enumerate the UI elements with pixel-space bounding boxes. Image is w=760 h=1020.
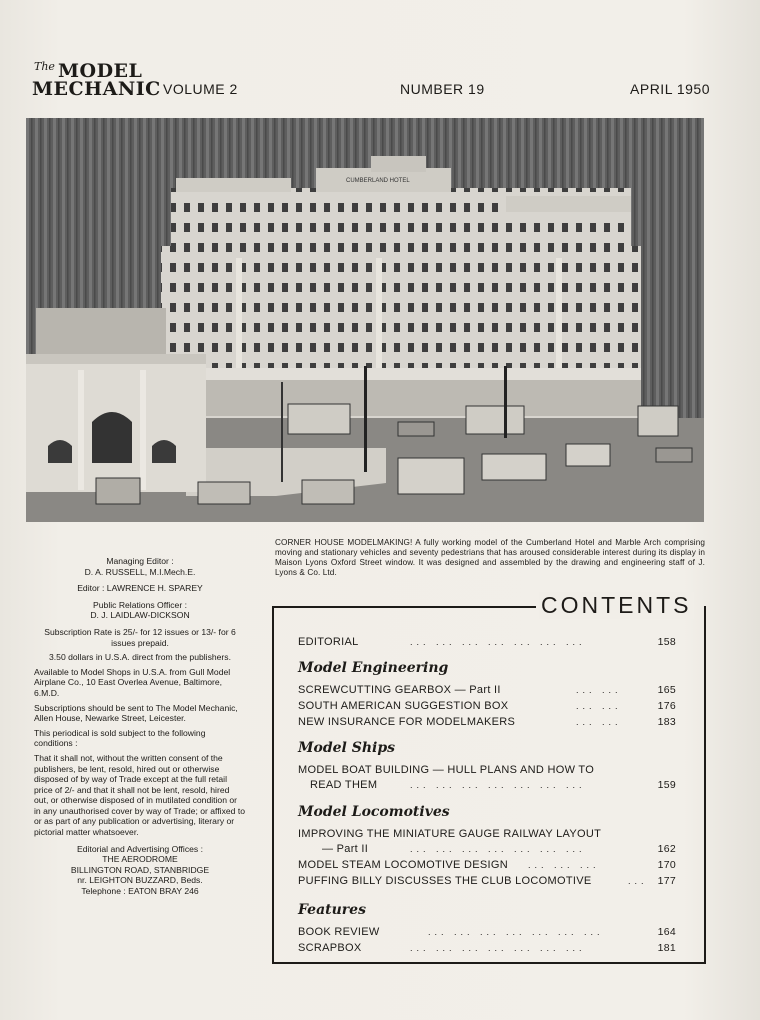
contents-entry [298,926,676,938]
leader-dots: ... ... [576,717,622,727]
leader-dots: ... [628,876,648,886]
entry-title: BOOK REVIEW [298,926,380,938]
pr-officer-label: Public Relations Officer : [93,599,187,610]
offices-road: BILLINGTON ROAD, STANBRIDGE [70,864,210,875]
usa-price: 3.50 dollars in U.S.A. direct from the publishers. [49,652,231,663]
entry-title: SOUTH AMERICAN SUGGESTION BOX [298,700,509,712]
usa-availability: Available to Model Shops in U.S.A. from Gull Model Airplane Co., 10 East Overlea Avenue, Baltimore, 6.M.D. [34,666,231,698]
magazine-logo [30,58,161,102]
contents-entry [298,828,666,840]
contents-entry-cont [298,779,676,791]
entry-page: 170 [657,859,676,871]
entry-page: 181 [657,942,676,954]
logo-line-model: MODEL [58,60,143,82]
section-model-engineering: Model Engineering [298,660,449,676]
contents-entry [298,716,676,728]
entry-page: 162 [657,843,676,855]
volume-label: VOLUME 2 [163,81,238,97]
contents-title: CONTENTS [541,592,692,618]
entry-title: IMPROVING THE MINIATURE GAUGE RAILWAY LAYOUT [298,828,602,840]
entry-page: 176 [657,700,676,712]
contents-entry [298,700,676,712]
issue-date: APRIL 1950 [630,81,710,97]
managing-editor-label: Managing Editor : [106,556,174,566]
editor-line: Editor : LAWRENCE H. SPAREY [77,583,203,594]
hotel-model-photo [26,118,704,522]
entry-page: 183 [657,716,676,728]
contents-entry [298,942,676,954]
leader-dots: ... ... ... ... ... ... ... [410,943,586,953]
leader-dots: ... ... ... [528,860,600,870]
contents-entry [298,764,666,776]
entry-page: 165 [657,684,676,696]
contents-entry [298,875,676,887]
telephone: Telephone : EATON BRAY 246 [81,886,199,897]
cover-photograph [26,118,704,522]
cumberland-hotel-model [161,156,641,424]
offices-label: Editorial and Advertising Offices : [77,843,203,854]
conditions-text: That it shall not, without the written consent of the publishers, be lent, resold, hired out or otherwise disposed of by way of Trade except at the full retail price of 2/- and that it shall not be lent, resold, hired out, or otherwise disposed of in mutilated condition or in any unauthorised cover by way of Trade; or affixed to or as part of any publication or advertising, literary or pictorial matter whatsoever. [34,752,245,838]
marble-arch-model [26,354,206,492]
entry-page: 159 [657,779,676,791]
entry-title: NEW INSURANCE FOR MODELMAKERS [298,716,516,728]
conditions-intro: This periodical is sold subject to the following conditions : [34,727,206,749]
issue-number: NUMBER 19 [400,81,485,97]
leader-dots: ... ... [576,685,622,695]
entry-title: PUFFING BILLY DISCUSSES THE CLUB LOCOMOTIVE [298,875,592,887]
leader-dots: ... ... ... ... ... ... ... [410,844,586,854]
entry-title: EDITORIAL [298,636,359,648]
entry-title: — Part II [322,843,369,855]
masthead [30,58,710,104]
entry-page: 177 [657,875,676,887]
entry-title: MODEL STEAM LOCOMOTIVE DESIGN [298,859,508,871]
entry-title: SCRAPBOX [298,942,362,954]
entry-page: 164 [657,926,676,938]
section-model-locomotives: Model Locomotives [298,804,450,820]
entry-title: SCREWCUTTING GEARBOX — Part II [298,684,501,696]
logo-the: The [34,60,55,73]
contents-entry [298,859,676,871]
hotel-sign: CUMBERLAND HOTEL [346,178,410,184]
leader-dots: ... ... ... ... ... ... ... [410,780,586,790]
offices-name: THE AERODROME [102,854,178,865]
contents-entry-editorial [298,636,676,648]
subscription-rate: Subscription Rate is 25/- for 12 issues or 13/- for 6 issues prepaid. [44,626,236,648]
logo-line-mechanic: MECHANIC [32,78,161,100]
entry-page: 158 [657,636,676,648]
leader-dots: ... ... ... ... ... ... ... [410,637,586,647]
entry-title: MODEL BOAT BUILDING — HULL PLANS AND HOW TO [298,764,595,776]
leader-dots: ... ... [576,701,622,711]
publication-details [34,556,246,897]
contents-entry-cont [298,843,676,855]
leader-dots: ... ... ... ... ... ... ... [428,927,604,937]
offices-town: nr. LEIGHTON BUZZARD, Beds. [77,875,203,886]
subscription-address: Subscriptions should be sent to The Model Mechanic, Allen House, Newarke Street, Leicester. [34,702,238,724]
managing-editor-name: D. A. RUSSELL, M.I.Mech.E. [84,566,196,577]
photo-caption: CORNER HOUSE MODELMAKING! A fully working model of the Cumberland Hotel and Marble Arch comprising moving and stationary vehicles and seventy pedestrians that has aroused considerable interest during its display in Maison Lyons Oxford Street window. It was designed and assembled by the drawing and engineering staff of J. Lyons & Co. Ltd. [275,538,705,577]
entry-title: READ THEM [310,779,378,791]
contents-entry [298,684,676,696]
pr-officer-name: D. J. LAIDLAW-DICKSON [90,610,190,621]
section-model-ships: Model Ships [298,740,396,756]
contents-box [272,592,706,964]
section-features: Features [298,902,366,918]
